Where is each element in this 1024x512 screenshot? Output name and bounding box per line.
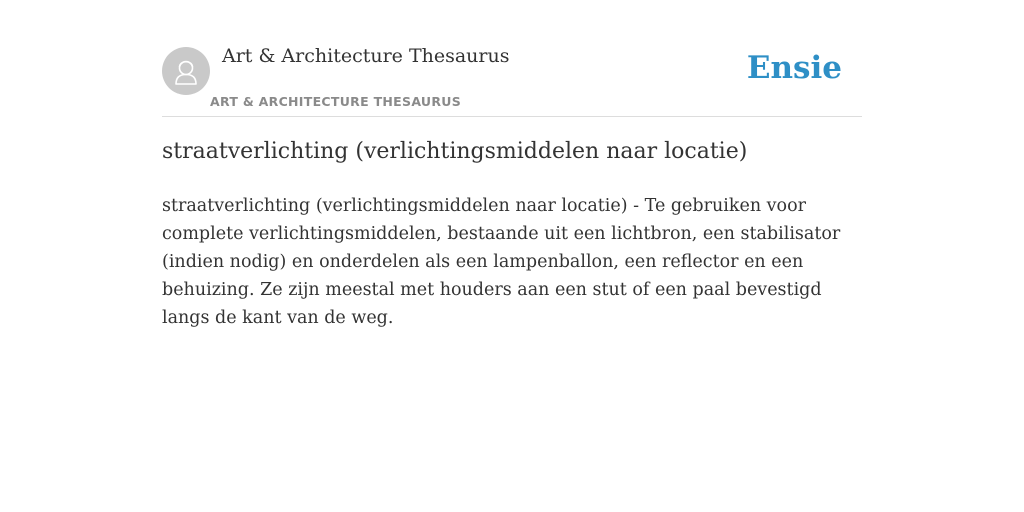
user-icon xyxy=(162,47,210,95)
author-name-link[interactable]: Art & Architecture Thesaurus xyxy=(222,45,510,67)
ensie-logo-link[interactable]: Ensie xyxy=(746,50,842,86)
entry-card xyxy=(162,0,862,328)
avatar[interactable] xyxy=(162,47,210,95)
entry-title: straatverlichting (verlichtingsmiddelen naar locatie) xyxy=(162,139,748,164)
entry-header xyxy=(162,0,862,117)
author-subtitle: ART & ARCHITECTURE THESAURUS xyxy=(210,94,462,109)
entry-description: straatverlichting (verlichtingsmiddelen naar locatie) - Te gebruiken voor complete verlichtingsmiddelen, bestaande uit een lichtbron, een stabilisator (indien nodig) en onderdelen als een lampenballon, een reflector en een behuizing. Ze zijn meestal met houders aan een stut of een paal bevestigd langs de kant van de weg. xyxy=(162,196,841,328)
